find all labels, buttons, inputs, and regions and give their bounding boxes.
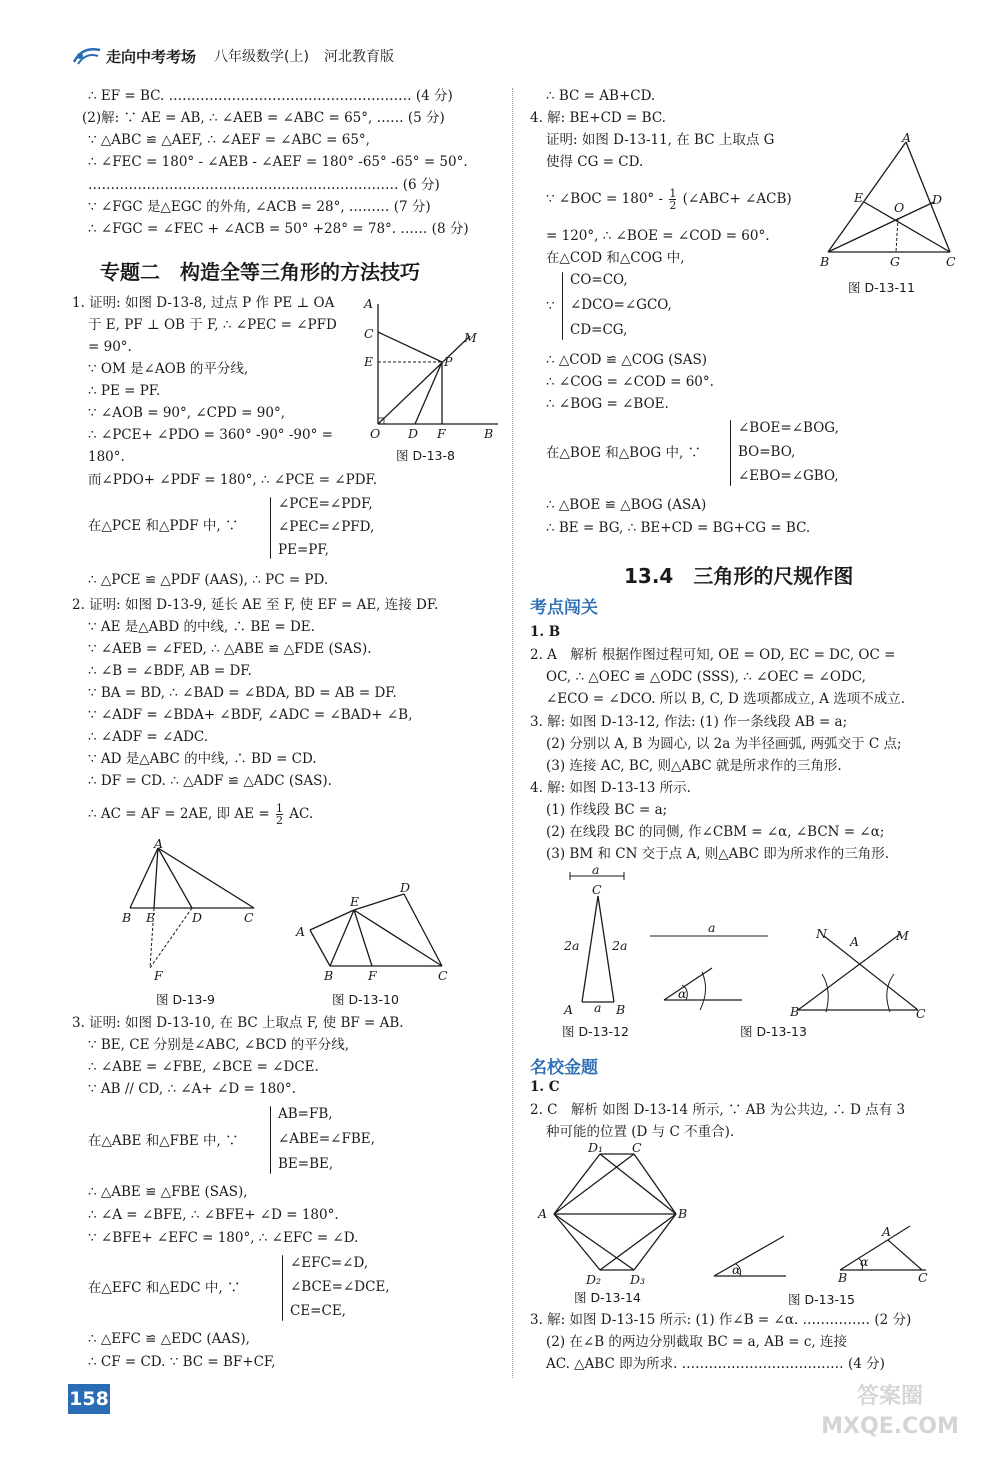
- svg-text:A: A: [902, 132, 912, 145]
- column-divider: [512, 88, 513, 1378]
- svg-text:B: B: [324, 968, 334, 983]
- text-line: ∴ △COD ≌ △COG (SAS): [546, 352, 708, 368]
- svg-text:M: M: [896, 928, 909, 943]
- text-line: ∴ EF = BC. ……………………………………………… (4 分): [88, 88, 453, 104]
- page-number: 158: [68, 1384, 110, 1414]
- text-line: CE=CE,: [290, 1303, 346, 1319]
- text-line: 而∠PDO+ ∠PDF = 180°, ∴ ∠PCE = ∠PDF.: [88, 472, 378, 488]
- svg-text:A: A: [296, 924, 306, 939]
- text-line: ∵ AE 是△ABD 的中线, ∴ BE = DE.: [88, 619, 315, 635]
- text-line: 使得 CG = CD.: [546, 154, 644, 170]
- text-line: 3. 解: 如图 D-13-15 所示: (1) 作∠B = ∠α. …………… (2 分): [530, 1312, 912, 1328]
- text-line: 4. 解: BE+CD = BC.: [530, 110, 666, 126]
- svg-text:A: A: [364, 296, 374, 311]
- text-line: ∵ BE, CE 分别是∠ABC, ∠BCD 的平分线,: [88, 1037, 350, 1053]
- text-line: [88, 803, 313, 826]
- text-line: ∵ △ABC ≌ △AEF, ∴ ∠AEF = ∠ABC = 65°,: [88, 132, 370, 148]
- text-line: ∴ CF = CD. ∵ BC = BF+CF,: [88, 1354, 276, 1370]
- text-line: ∠EFC=∠D,: [290, 1255, 369, 1271]
- text-span: ∵ ∠BOC = 180° -: [546, 191, 664, 207]
- text-line: BO=BO,: [738, 444, 796, 460]
- text-line: ∠PCE=∠PDF,: [278, 496, 373, 512]
- text-line: ∵ ∠AEB = ∠FED, ∴ △ABE ≌ △FDE (SAS).: [88, 641, 372, 657]
- watermark-logo: [800, 1382, 980, 1452]
- text-line: AC. △ABC 即为所求. ……………………………… (4 分): [546, 1356, 885, 1372]
- page-header: [62, 40, 942, 70]
- fraction: [669, 188, 676, 211]
- svg-text:A: A: [882, 1224, 892, 1239]
- text-line: PE=PF,: [278, 542, 329, 558]
- text-line: ∵ ∠FGC 是△EGC 的外角, ∠ACB = 28°, ……… (7 分): [88, 199, 431, 215]
- text-line: ∠BOE=∠BOG,: [738, 420, 839, 436]
- text-line: CO=CO,: [570, 272, 628, 288]
- text-line: ∴ ∠COG = ∠COD = 60°.: [546, 374, 714, 390]
- text-line: (3) BM 和 CN 交于点 A, 则△ABC 即为所求作的三角形.: [546, 846, 890, 862]
- text-line: [546, 188, 792, 211]
- figure-caption: 图 D-13-15: [788, 1292, 855, 1307]
- svg-text:2a: 2a: [564, 938, 580, 953]
- text-line: ∴ BC = AB+CD.: [546, 88, 656, 104]
- svg-text:B: B: [678, 1206, 688, 1221]
- text-line: 1. B: [530, 624, 561, 640]
- text-line: (2) 分别以 A, B 为圆心, 以 2a 为半径画弧, 两弧交于 C 点;: [546, 736, 902, 752]
- text-line: ∴ △PCE ≌ △PDF (AAS), ∴ PC = PD.: [88, 572, 329, 588]
- text-span: (∠ABC+ ∠ACB): [682, 191, 792, 207]
- svg-text:F: F: [437, 426, 446, 441]
- text-line: ∴ △BOE ≌ △BOG (ASA): [546, 497, 707, 513]
- svg-text:B: B: [122, 910, 132, 925]
- figure-d-13-13: [646, 920, 936, 1020]
- text-line: 在△COD 和△COG 中,: [546, 250, 685, 266]
- text-line: 4. 解: 如图 D-13-13 所示.: [530, 780, 691, 796]
- figure-caption: 图 D-13-10: [332, 992, 399, 1007]
- text-line: AB=FB,: [278, 1106, 333, 1122]
- text-line: 3. 证明: 如图 D-13-10, 在 BC 上取点 F, 使 BF = AB.: [72, 1015, 404, 1031]
- text-line: ∴ ∠B = ∠BDF, AB = DF.: [88, 663, 252, 679]
- text-line: ∵ ∠BFE+ ∠EFC = 180°, ∴ ∠EFC = ∠D.: [88, 1230, 359, 1246]
- svg-text:O: O: [894, 200, 905, 215]
- figure-caption: 图 D-13-12: [562, 1024, 629, 1039]
- text-line: ∴ ∠FEC = 180° - ∠AEB - ∠AEF = 180° -65° -65° = 50°.: [88, 154, 468, 170]
- figure-d-13-15: [710, 1220, 950, 1290]
- watermark-text: 答案圈 MXQE.COM: [821, 1384, 959, 1439]
- text-line: 2. 证明: 如图 D-13-9, 延长 AE 至 F, 使 EF = AE, 连接 DF.: [72, 597, 439, 613]
- svg-text:D₁: D₁: [588, 1140, 604, 1155]
- svg-text:C: C: [438, 968, 448, 983]
- svg-text:B: B: [484, 426, 494, 441]
- svg-text:B: B: [790, 1004, 800, 1019]
- system-brace: [270, 1106, 271, 1174]
- text-line: BE=BE,: [278, 1156, 334, 1172]
- text-line: 2. A 解析 根据作图过程可知, OE = OD, EC = DC, OC =: [530, 647, 896, 663]
- text-line: 种可能的位置 (D 与 C 不重合).: [546, 1124, 735, 1140]
- figure-d-13-8: [360, 292, 510, 442]
- text-line: 2. C 解析 如图 D-13-14 所示, ∵ AB 为公共边, ∴ D 点有 3: [530, 1102, 906, 1118]
- svg-text:N: N: [816, 926, 827, 941]
- svg-text:A: A: [564, 1002, 574, 1017]
- text-line: ∵ AB // CD, ∴ ∠A+ ∠D = 180°.: [88, 1081, 296, 1097]
- text-line: ∠ABE=∠FBE,: [278, 1131, 375, 1147]
- svg-text:a: a: [594, 1000, 602, 1015]
- text-line: ∴ ∠ADF = ∠ADC.: [88, 729, 209, 745]
- svg-text:P: P: [444, 354, 453, 369]
- text-line: ∴ △EFC ≌ △EDC (AAS),: [88, 1331, 250, 1347]
- system-brace: [730, 420, 731, 486]
- mingxiao-heading: 名校金题: [530, 1058, 598, 1078]
- figure-caption: 图 D-13-9: [156, 992, 215, 1007]
- book-edition: 河北教育版: [324, 49, 394, 65]
- svg-text:D: D: [192, 910, 203, 925]
- svg-text:D: D: [932, 192, 943, 207]
- text-line: ∴ ∠FGC = ∠FEC + ∠ACB = 50° +28° = 78°. …… (8 分): [88, 221, 469, 237]
- svg-text:C: C: [244, 910, 254, 925]
- svg-text:E: E: [364, 354, 374, 369]
- text-line: 1. 证明: 如图 D-13-8, 过点 P 作 PE ⊥ OA: [72, 295, 335, 311]
- svg-text:a: a: [708, 920, 716, 935]
- text-line: ∴ ∠A = ∠BFE, ∴ ∠BFE+ ∠D = 180°.: [88, 1207, 339, 1223]
- text-line: 180°.: [88, 449, 125, 465]
- svg-text:C: C: [632, 1140, 642, 1155]
- text-line: ∵ AD 是△ABC 的中线, ∴ BD = CD.: [88, 751, 317, 767]
- svg-text:D: D: [400, 880, 411, 895]
- text-line: = 90°.: [88, 339, 132, 355]
- svg-text:E: E: [146, 910, 156, 925]
- system-brace: [270, 497, 271, 559]
- text-line: ∠PEC=∠PFD,: [278, 519, 375, 535]
- svg-text:C: C: [946, 254, 956, 269]
- svg-text:C: C: [918, 1270, 928, 1285]
- figure-d-13-11: [816, 132, 966, 272]
- svg-text:D₂: D₂: [586, 1272, 602, 1287]
- section-title-2: 专题二 构造全等三角形的方法技巧: [100, 260, 420, 284]
- text-line: (2) 在∠B 的两边分别截取 BC = a, AB = c, 连接: [546, 1334, 847, 1350]
- text-line: 3. 解: 如图 D-13-12, 作法: (1) 作一条线段 AB = a;: [530, 714, 848, 730]
- svg-text:C: C: [592, 882, 602, 897]
- text-line: 在△EFC 和△EDC 中, ∵: [88, 1280, 241, 1296]
- text-line: ∴ ∠PCE+ ∠PDO = 360° -90° -90° =: [88, 427, 333, 443]
- figure-d-13-14: [534, 1140, 704, 1290]
- svg-text:E: E: [350, 894, 360, 909]
- text-line: ∵ ∠ADF = ∠BDA+ ∠BDF, ∠ADC = ∠BAD+ ∠B,: [88, 707, 413, 723]
- svg-text:B: B: [616, 1002, 626, 1017]
- text-line: ∴ PE = PF.: [88, 383, 161, 399]
- svg-text:A: A: [538, 1206, 548, 1221]
- text-line: 于 E, PF ⊥ OB 于 F, ∴ ∠PEC = ∠PFD: [88, 317, 337, 333]
- text-line: ∵ ∠AOB = 90°, ∠CPD = 90°,: [88, 405, 285, 421]
- kaodian-heading: 考点闯关: [530, 598, 598, 618]
- text-line: ∴ ∠ABE = ∠FBE, ∠BCE = ∠DCE.: [88, 1059, 319, 1075]
- text-line: ∴ △ABE ≌ △FBE (SAS),: [88, 1184, 248, 1200]
- text-line: ∠ECO = ∠DCO. 所以 B, C, D 选项都成立, A 选项不成立.: [546, 691, 906, 707]
- svg-text:A: A: [154, 838, 164, 851]
- svg-text:E: E: [854, 190, 864, 205]
- svg-text:B: B: [838, 1270, 848, 1285]
- svg-text:A: A: [850, 934, 860, 949]
- text-line: ∠EBO=∠GBO,: [738, 468, 839, 484]
- svg-text:a: a: [592, 864, 600, 877]
- text-line: 在△ABE 和△FBE 中, ∵: [88, 1133, 239, 1149]
- svg-text:O: O: [370, 426, 381, 441]
- text-line: ∵ OM 是∠AOB 的平分线,: [88, 361, 249, 377]
- fraction-num: 1: [275, 802, 283, 815]
- figure-caption: 图 D-13-13: [740, 1024, 807, 1039]
- figure-d-13-10: [290, 880, 460, 990]
- text-line: (3) 连接 AC, BC, 则△ABC 就是所求作的三角形.: [546, 758, 842, 774]
- fraction-den: 2: [669, 199, 677, 212]
- text-line: 1. C: [530, 1079, 560, 1095]
- figure-caption: 图 D-13-14: [574, 1290, 641, 1305]
- text-line: ∠DCO=∠GCO,: [570, 297, 672, 313]
- svg-text:M: M: [464, 330, 477, 345]
- svg-text:α: α: [678, 986, 687, 1001]
- text-line: 证明: 如图 D-13-11, 在 BC 上取点 G: [546, 132, 775, 148]
- figure-d-13-9: [118, 838, 268, 988]
- text-line: OC, ∴ △OEC ≌ △ODC (SSS), ∴ ∠OEC = ∠ODC,: [546, 669, 866, 685]
- text-span: AC.: [289, 806, 314, 822]
- svg-text:F: F: [368, 968, 377, 983]
- text-span: ∴ AC = AF = 2AE, 即 AE =: [88, 806, 270, 822]
- text-line: = 120°, ∴ ∠BOE = ∠COD = 60°.: [546, 228, 770, 244]
- text-line: …………………………………………………………… (6 分): [88, 177, 440, 193]
- svg-text:D: D: [408, 426, 419, 441]
- svg-text:α: α: [732, 1262, 741, 1277]
- text-line: ∴ BE = BG, ∴ BE+CD = BG+CG = BC.: [546, 520, 811, 536]
- system-brace: [562, 272, 563, 340]
- svg-text:F: F: [154, 968, 163, 983]
- text-line: ∴ DF = CD. ∴ △ADF ≌ △ADC (SAS).: [88, 773, 332, 789]
- text-line: ∠BCE=∠DCE,: [290, 1279, 390, 1295]
- fraction-den: 2: [275, 814, 283, 827]
- text-line: (2) 在线段 BC 的同侧, 作∠CBM = ∠α, ∠BCN = ∠α;: [546, 824, 885, 840]
- text-line: ∴ ∠BOG = ∠BOE.: [546, 396, 669, 412]
- text-line: CD=CG,: [570, 322, 628, 338]
- figure-d-13-12: [556, 864, 646, 1024]
- svg-text:D₃: D₃: [630, 1272, 646, 1287]
- text-line: (2)解: ∵ AE = AB, ∴ ∠AEB = ∠ABC = 65°, …… (5 分): [82, 110, 445, 126]
- section-title-13-4: 13.4 三角形的尺规作图: [624, 564, 854, 588]
- fraction-num: 1: [669, 187, 677, 200]
- figure-caption: 图 D-13-11: [848, 280, 915, 295]
- text-line: ∵: [546, 298, 555, 314]
- system-brace: [282, 1255, 283, 1321]
- svg-text:C: C: [364, 326, 374, 341]
- svg-text:2a: 2a: [612, 938, 628, 953]
- text-line: 在△BOE 和△BOG 中, ∵: [546, 445, 702, 461]
- svg-text:G: G: [890, 254, 900, 269]
- brand-title: 走向中考考场: [106, 48, 197, 66]
- fraction: [276, 803, 283, 826]
- text-line: (1) 作线段 BC = a;: [546, 802, 668, 818]
- book-subtitle: 八年级数学(上): [214, 49, 309, 65]
- svg-text:B: B: [820, 254, 830, 269]
- brand-logo-icon: [70, 44, 104, 68]
- figure-caption: 图 D-13-8: [396, 448, 455, 463]
- svg-text:α: α: [860, 1254, 869, 1269]
- text-line: 在△PCE 和△PDF 中, ∵: [88, 518, 239, 534]
- text-line: ∵ BA = BD, ∴ ∠BAD = ∠BDA, BD = AB = DF.: [88, 685, 397, 701]
- svg-text:C: C: [916, 1006, 926, 1020]
